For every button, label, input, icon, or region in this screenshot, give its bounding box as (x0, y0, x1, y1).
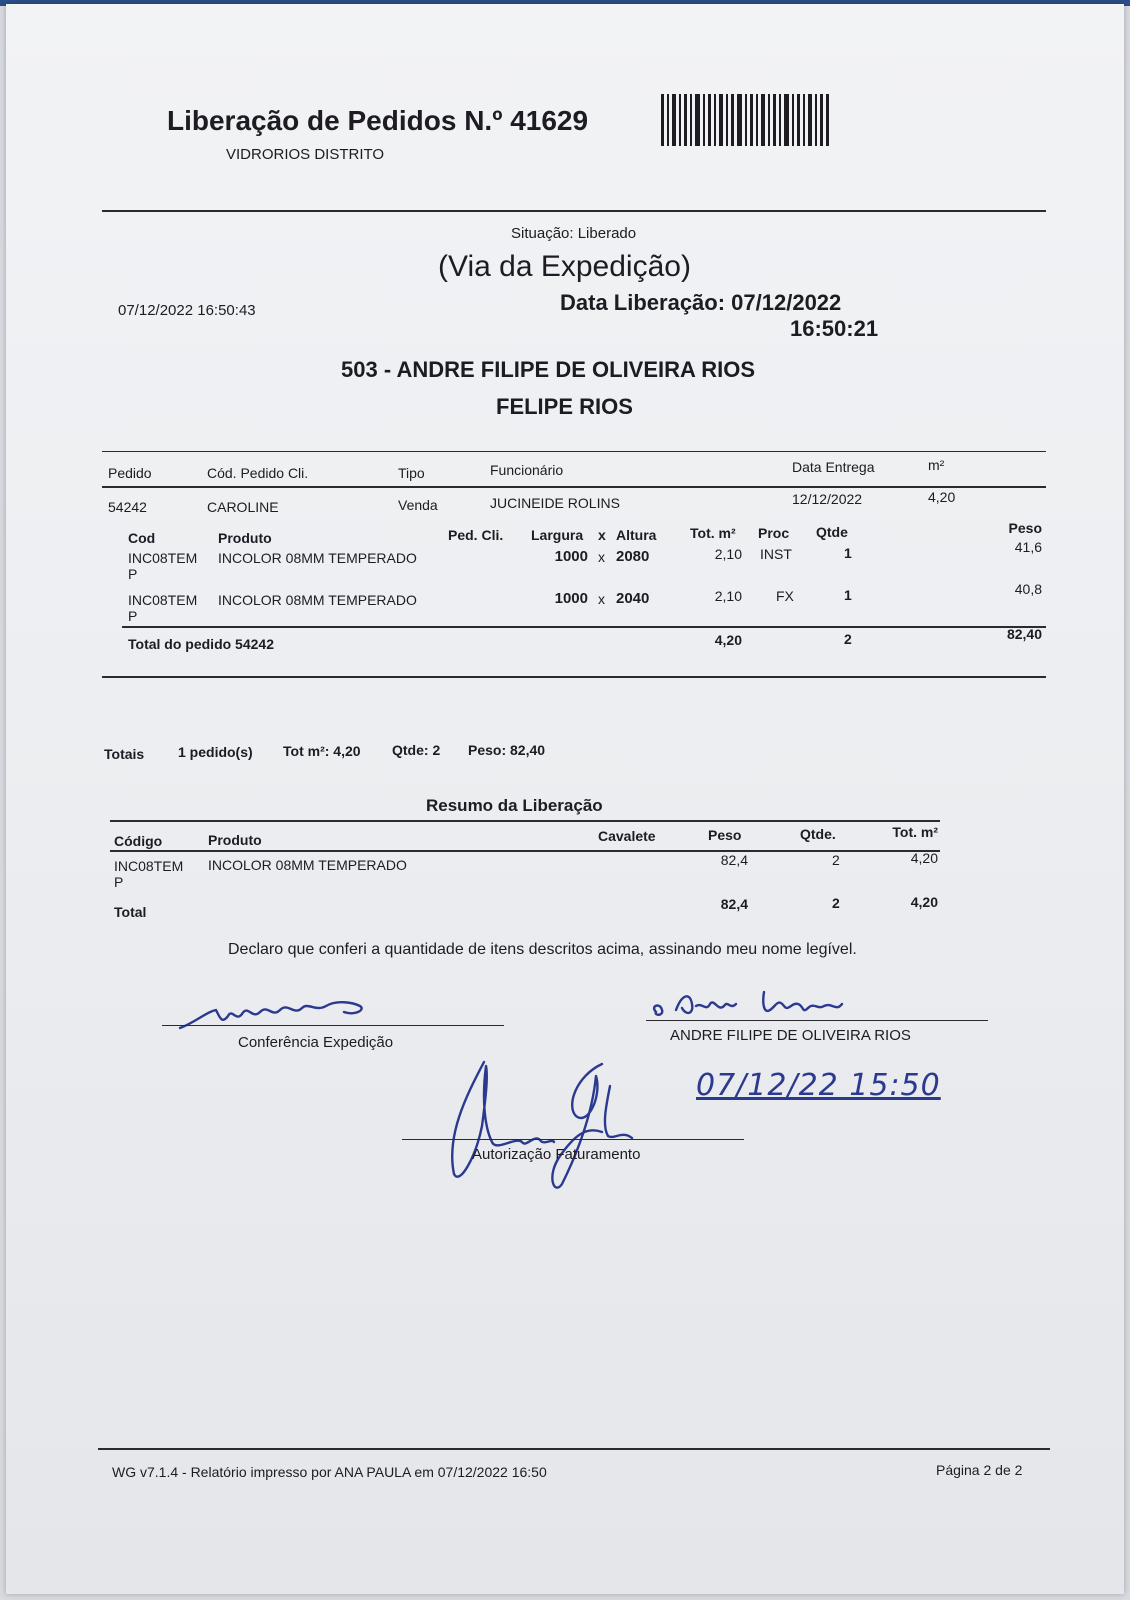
summary-title: Resumo da Liberação (426, 796, 603, 815)
order-total-qtde: 2 (844, 631, 852, 647)
item-1-peso: 41,6 (1014, 539, 1042, 555)
summary-peso: 82,4 (720, 852, 748, 868)
items-total-divider (122, 626, 1046, 628)
col-header-cod-cli: Cód. Pedido Cli. (207, 465, 309, 481)
summary-tot-m2: 4,20 (910, 850, 938, 866)
item-2-qtde: 1 (844, 587, 852, 603)
declaration-text: Declaro que conferi a quantidade de itens descritos acima, assinando meu nome legível. (228, 941, 857, 958)
company-name: VIDRORIOS DISTRITO (226, 146, 385, 163)
item-header-proc: Proc (758, 525, 790, 541)
order-m2: 4,20 (928, 489, 956, 505)
summary-header-tot-m2: Tot. m² (892, 824, 938, 840)
summary-total-label: Total (114, 904, 147, 920)
situation-label: Situação: Liberado (511, 225, 637, 242)
col-header-pedido: Pedido (108, 465, 152, 481)
item-1-qtde: 1 (844, 545, 852, 561)
summary-header-qtde: Qtde. (800, 826, 836, 842)
summary-header-cavalete: Cavalete (598, 828, 656, 844)
client-nickname: FELIPE RIOS (496, 394, 633, 419)
item-header-produto: Produto (218, 530, 272, 546)
item-2-produto: INCOLOR 08MM TEMPERADO (218, 592, 417, 608)
conferencia-label: Conferência Expedição (238, 1034, 394, 1051)
order-data-entrega: 12/12/2022 (792, 491, 863, 507)
signature-conferencia (176, 994, 376, 1034)
summary-qtde: 2 (832, 852, 840, 868)
client-signature-line (646, 1020, 988, 1021)
item-header-peso: Peso (1008, 520, 1042, 536)
summary-header-divider (110, 850, 940, 852)
via-label: (Via da Expedição) (438, 250, 691, 283)
col-header-tipo: Tipo (398, 465, 425, 481)
document-page (6, 4, 1124, 1594)
summary-codigo: INC08TEM (114, 858, 184, 874)
item-header-altura: Altura (616, 527, 657, 543)
item-2-tot-m2: 2,10 (714, 588, 742, 604)
item-header-ped-cli: Ped. Cli. (448, 527, 504, 543)
barcode-icon (661, 94, 831, 146)
item-2-x: x (598, 591, 605, 607)
item-1-x: x (598, 549, 605, 565)
totals-pedidos: 1 pedido(s) (178, 744, 253, 760)
summary-header-produto: Produto (208, 832, 262, 848)
summary-header-codigo: Código (114, 833, 163, 849)
item-1-cod: INC08TEM (128, 550, 198, 566)
order-cod-cli: CAROLINE (207, 499, 279, 515)
item-1-tot-m2: 2,10 (714, 546, 742, 562)
footer-page-number: Página 2 de 2 (936, 1462, 1023, 1478)
item-1-proc: INST (760, 546, 792, 562)
order-header-divider (102, 486, 1046, 488)
document-title: Liberação de Pedidos N.º 41629 (167, 105, 589, 136)
item-header-largura: Largura (531, 527, 584, 543)
item-header-tot-m2: Tot. m² (690, 525, 736, 541)
conferencia-line (162, 1025, 504, 1026)
totals-m2: Tot m²: 4,20 (283, 743, 361, 759)
item-header-x: x (598, 527, 606, 543)
summary-total-qtde: 2 (832, 895, 840, 911)
totals-qtde: Qtde: 2 (392, 742, 441, 758)
item-1-produto: INCOLOR 08MM TEMPERADO (218, 550, 417, 566)
summary-total-peso: 82,4 (720, 896, 748, 912)
item-2-cod-cont: P (128, 608, 138, 624)
item-1-cod-cont: P (128, 566, 138, 582)
item-2-altura: 2040 (616, 590, 650, 607)
order-funcionario: JUCINEIDE ROLINS (490, 495, 620, 511)
item-2-peso: 40,8 (1014, 581, 1042, 597)
col-header-funcionario: Funcionário (490, 462, 564, 478)
summary-header-peso: Peso (708, 827, 742, 843)
client-signature-name: ANDRE FILIPE DE OLIVEIRA RIOS (670, 1027, 911, 1044)
col-header-m2: m² (928, 457, 945, 473)
item-2-proc: FX (776, 588, 794, 604)
summary-codigo-cont: P (114, 874, 124, 890)
header-divider (102, 210, 1046, 212)
signature-client (646, 984, 866, 1024)
order-tipo: Venda (398, 497, 438, 513)
summary-total-tot-m2: 4,20 (910, 894, 938, 910)
summary-top-line (110, 820, 940, 822)
release-date: Data Liberação: 07/12/2022 (560, 290, 842, 315)
signature-autorizacao (426, 1056, 656, 1196)
footer-divider (98, 1448, 1050, 1450)
summary-produto: INCOLOR 08MM TEMPERADO (208, 857, 407, 873)
item-2-largura: 1000 (554, 590, 588, 607)
order-total-m2: 4,20 (714, 632, 742, 648)
totals-peso: Peso: 82,40 (468, 742, 546, 758)
print-datetime: 07/12/2022 16:50:43 (118, 302, 256, 319)
item-2-cod: INC08TEM (128, 592, 198, 608)
totals-label: Totais (104, 746, 145, 762)
order-table-top-line (102, 451, 1046, 452)
order-total-label: Total do pedido 54242 (128, 636, 274, 652)
release-time: 16:50:21 (790, 316, 879, 341)
client-name: 503 - ANDRE FILIPE DE OLIVEIRA RIOS (341, 357, 755, 382)
handwritten-date: 07/12/22 15:50 (696, 1068, 941, 1103)
autorizacao-label: Autorização Faturamento (472, 1146, 641, 1163)
autorizacao-line (402, 1139, 744, 1140)
footer-printed-by: WG v7.1.4 - Relatório impresso por ANA PAULA em 07/12/2022 16:50 (112, 1464, 547, 1480)
item-1-altura: 2080 (616, 548, 650, 565)
item-header-cod: Cod (128, 530, 156, 546)
order-pedido: 54242 (108, 499, 147, 515)
col-header-data-entrega: Data Entrega (792, 459, 875, 475)
item-1-largura: 1000 (554, 548, 588, 565)
order-table-bottom-line (102, 676, 1046, 678)
item-header-qtde: Qtde (816, 524, 848, 540)
order-total-peso: 82,40 (1006, 626, 1042, 642)
